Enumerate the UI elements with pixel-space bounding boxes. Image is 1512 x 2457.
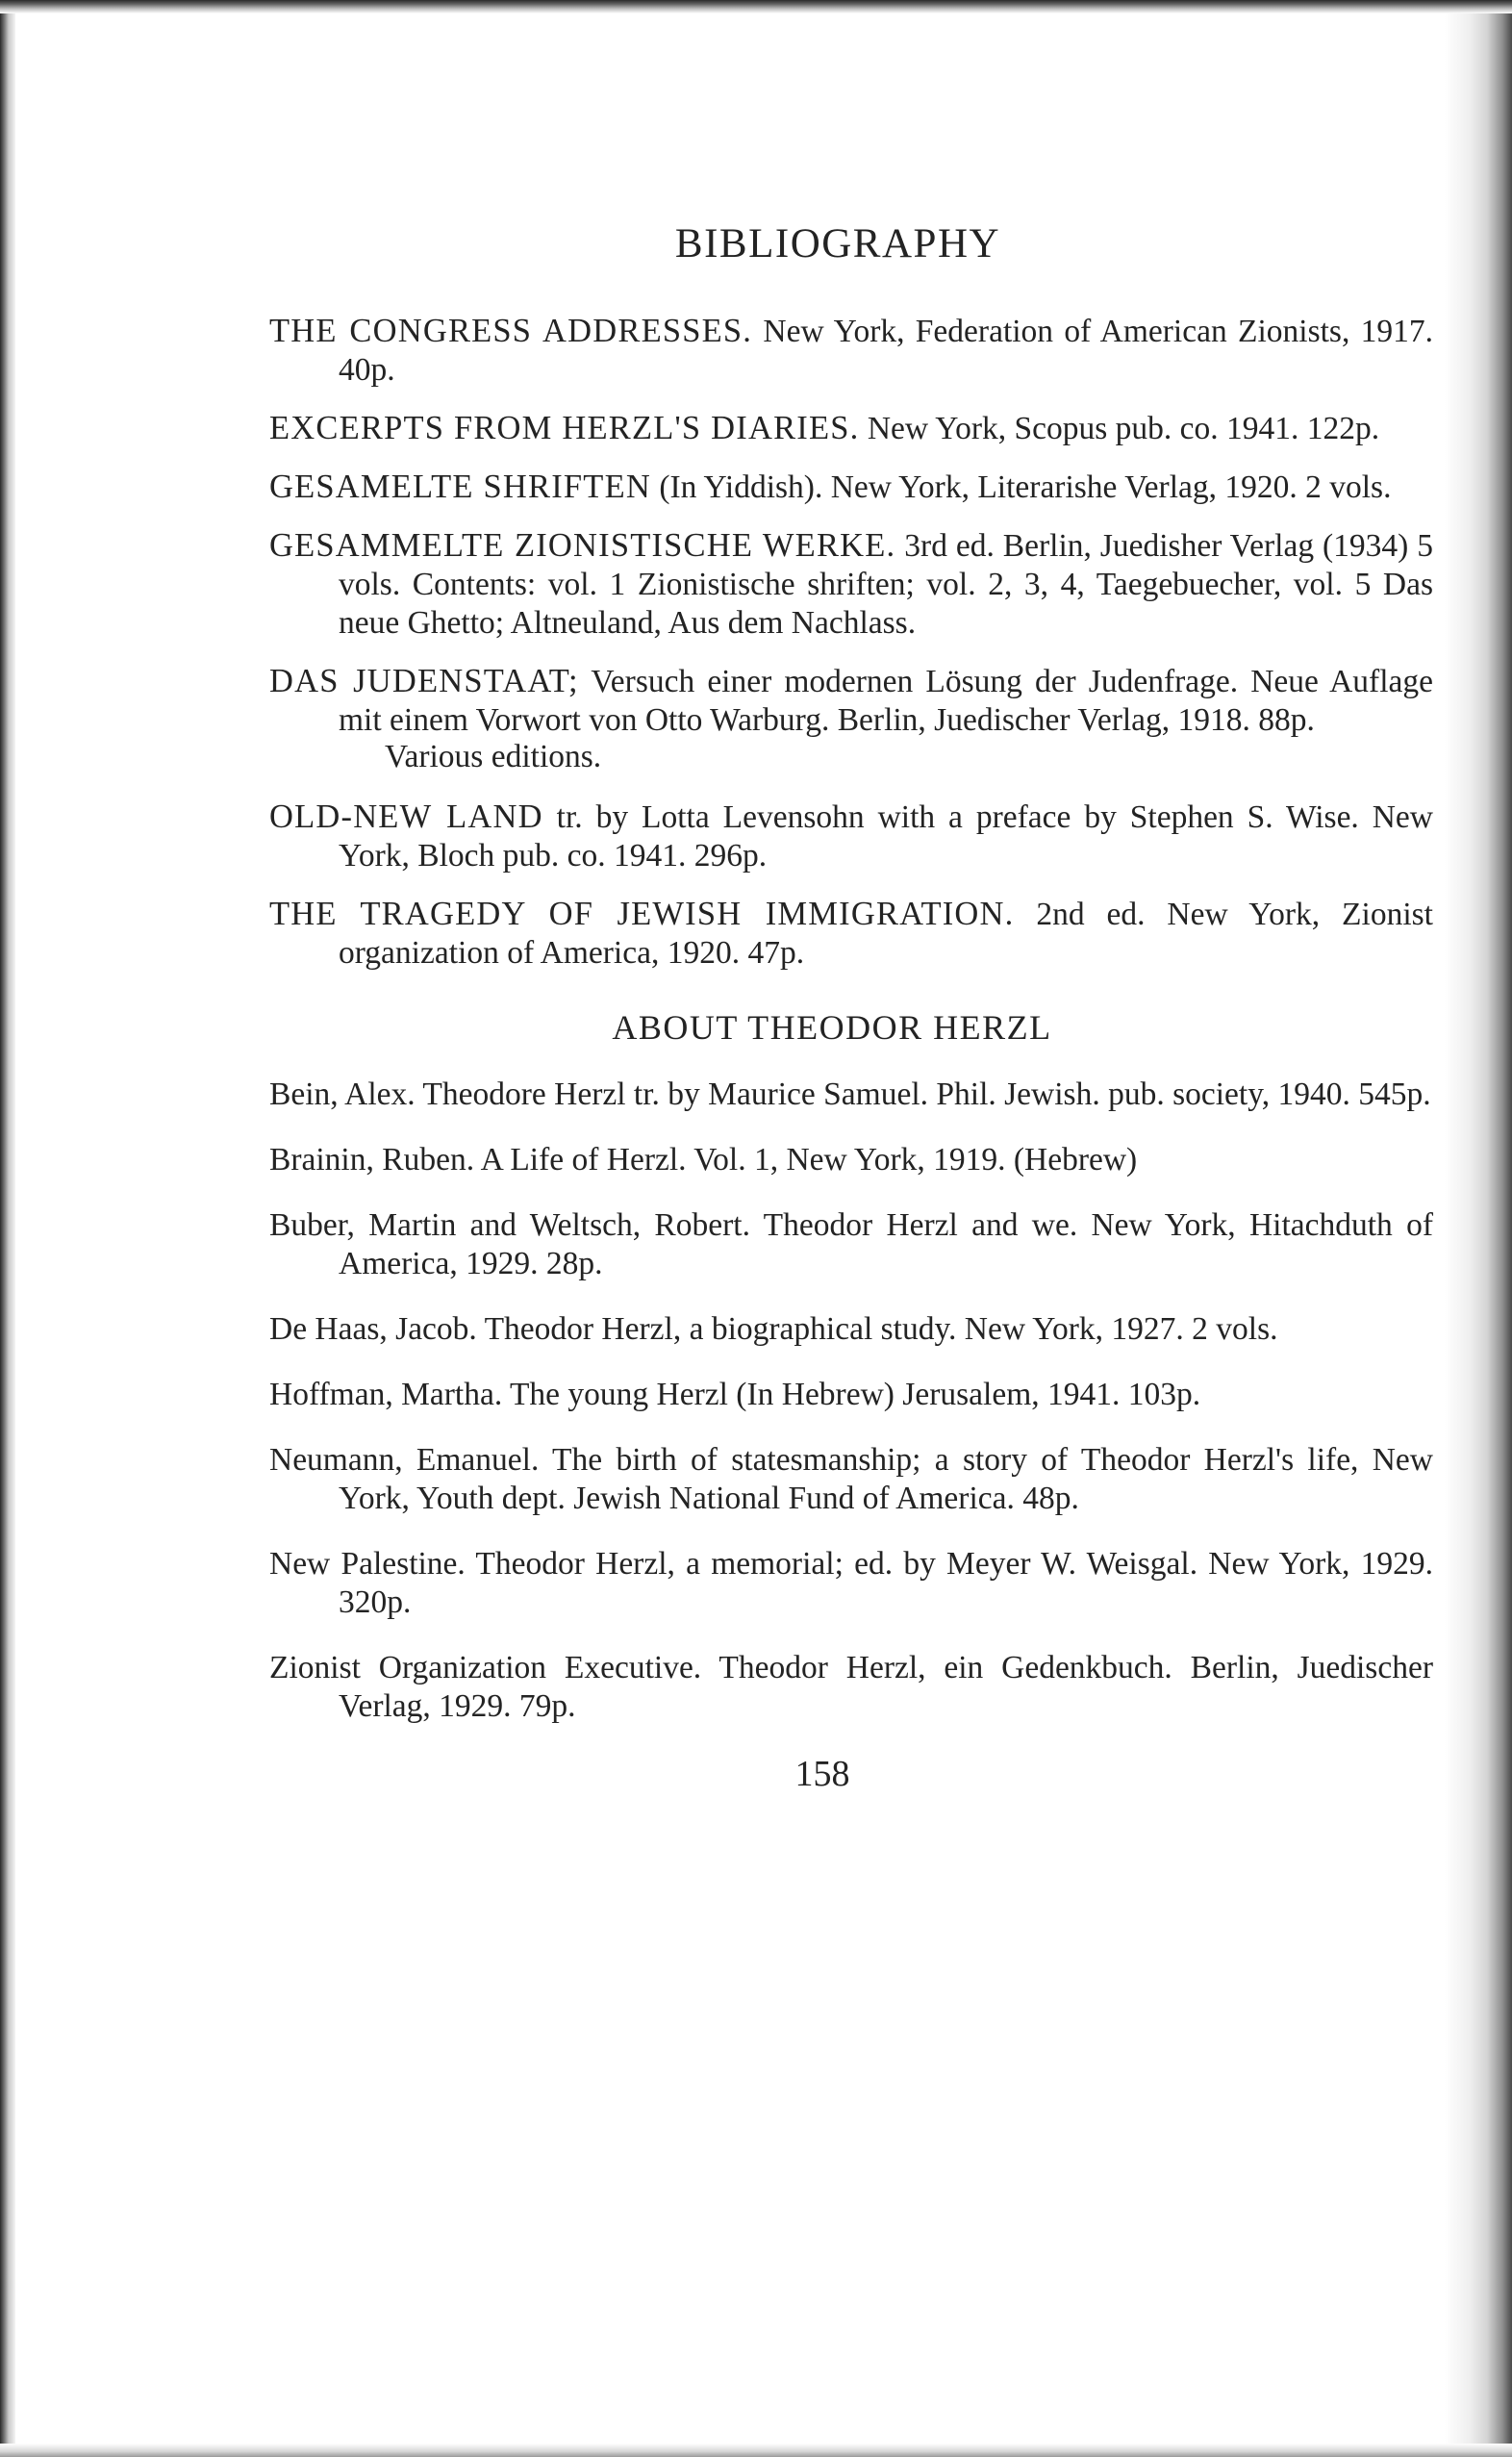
entry-details: Versuch einer modernen Lösung der Judenfrage. Neue Auflage mit einem Vorwort von Otto Warburg. Berlin, Juedischer Verlag, 1918. 88p. xyxy=(339,663,1433,738)
scan-edge-top xyxy=(0,0,1512,13)
works-list xyxy=(269,312,1433,973)
bibliography-entry xyxy=(269,312,1433,390)
bibliography-entry xyxy=(269,526,1433,643)
about-list xyxy=(269,1076,1433,1726)
scan-edge-bottom xyxy=(0,2444,1512,2457)
page-heading: BIBLIOGRAPHY xyxy=(674,221,1001,266)
entry-title: THE TRAGEDY OF JEWISH IMMIGRATION. xyxy=(269,895,1015,932)
about-entry: De Haas, Jacob. Theodor Herzl, a biographical study. New York, 1927. 2 vols. xyxy=(269,1310,1278,1347)
entry-details: New York, Federation of American Zionists, 1917. 40p. xyxy=(339,313,1433,388)
scan-edge-right xyxy=(1445,0,1512,2457)
entry-details: 3rd ed. Berlin, Juedisher Verlag (1934) 5 vols. Contents: vol. 1 Zionistische shriften; vol. 2, 3, 4, Taegebuecher, vol. 5 Das neue Ghetto; Altneuland, Aus dem Nachlass. xyxy=(339,527,1433,641)
entry-title: EXCERPTS FROM HERZL'S DIARIES. xyxy=(269,409,860,446)
bibliography-entry xyxy=(269,468,1433,507)
page-number: 158 xyxy=(794,1753,850,1794)
about-entry: Brainin, Ruben. A Life of Herzl. Vol. 1, New York, 1919. (Hebrew) xyxy=(269,1141,1138,1178)
bibliography-entry xyxy=(269,662,1433,740)
entry-details: tr. by Lotta Levensohn with a preface by Stephen S. Wise. New York, Bloch pub. co. 1941. 296p. xyxy=(339,798,1433,874)
entry-title: GESAMMELTE ZIONISTISCHE WERKE. xyxy=(269,526,896,564)
entry-title: DAS JUDENSTAAT; xyxy=(269,662,579,699)
about-entry: Hoffman, Martha. The young Herzl (In Hebrew) Jerusalem, 1941. 103p. xyxy=(269,1376,1201,1412)
scan-edge-left xyxy=(0,0,15,2457)
about-entry: Neumann, Emanuel. The birth of statesmanship; a story of Theodor Herzl's life, New York, Youth dept. Jewish National Fund of America. 48p. xyxy=(269,1441,1433,1516)
entry-note: Various editions. xyxy=(385,738,602,774)
about-entry: Buber, Martin and Weltsch, Robert. Theodor Herzl and we. New York, Hitachduth of America, 1929. 28p. xyxy=(269,1206,1433,1281)
section-subheading: ABOUT THEODOR HERZL xyxy=(612,1007,1052,1047)
about-entry: Zionist Organization Executive. Theodor Herzl, ein Gedenkbuch. Berlin, Juedischer Verlag, 1929. 79p. xyxy=(269,1649,1433,1724)
entry-title: GESAMELTE SHRIFTEN xyxy=(269,468,651,505)
book-page xyxy=(269,219,1433,1795)
entry-details: New York, Scopus pub. co. 1941. 122p. xyxy=(859,410,1380,446)
bibliography-entry xyxy=(269,798,1433,875)
entry-details: 2nd ed. New York, Zionist organization of America, 1920. 47p. xyxy=(339,896,1433,971)
entry-title: THE CONGRESS ADDRESSES. xyxy=(269,312,753,349)
about-entry: New Palestine. Theodor Herzl, a memorial; ed. by Meyer W. Weisgal. New York, 1929. 320p. xyxy=(269,1545,1433,1620)
bibliography-entry xyxy=(269,895,1433,973)
about-entry: Bein, Alex. Theodore Herzl tr. by Maurice Samuel. Phil. Jewish. pub. society, 1940. 545p. xyxy=(269,1076,1431,1112)
bibliography-entry xyxy=(269,409,1433,448)
entry-details: (In Yiddish). New York, Literarishe Verlag, 1920. 2 vols. xyxy=(650,469,1392,505)
entry-title: OLD-NEW LAND xyxy=(269,798,543,835)
